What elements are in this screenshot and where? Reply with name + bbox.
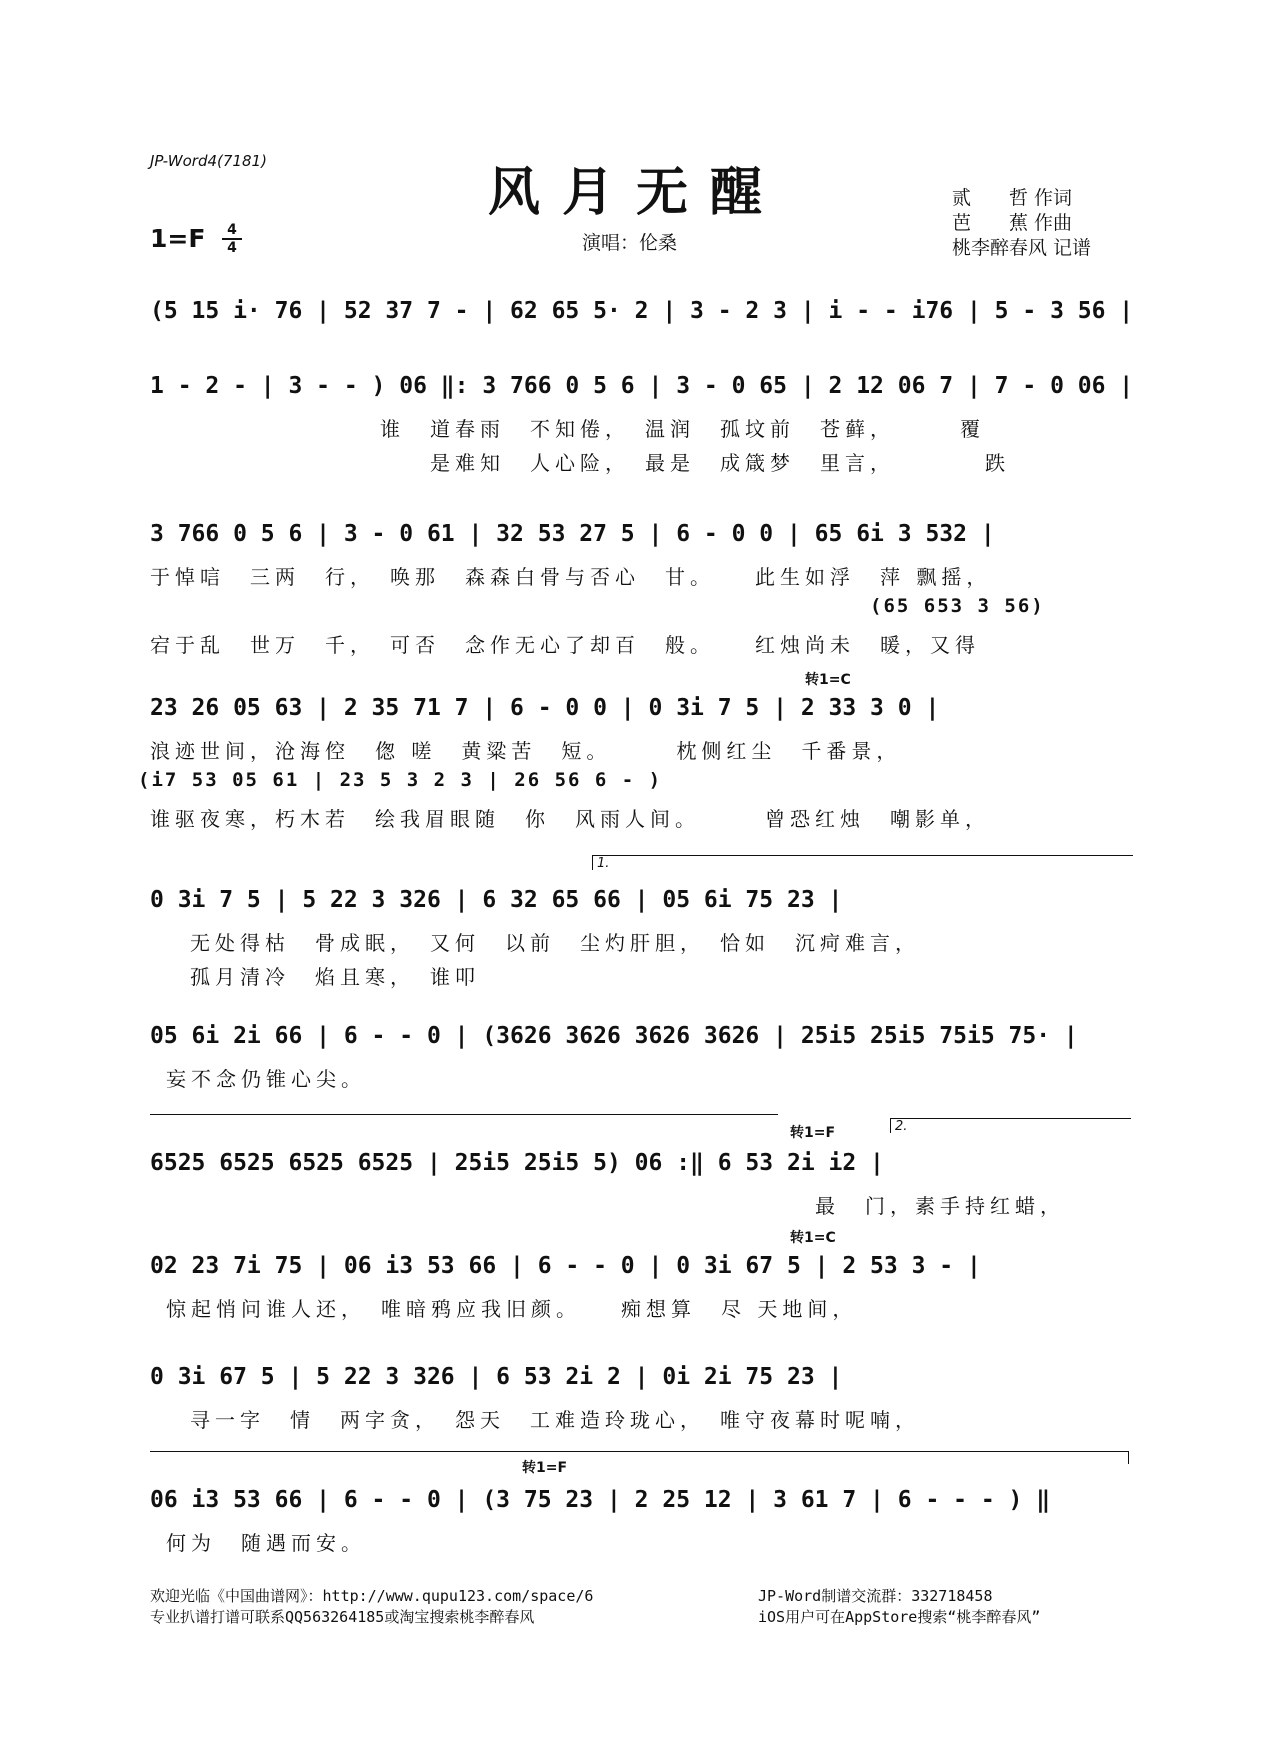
lyric-verse-1: 寻一字 情 两字贪， 怨天 工难造玲珑心， 唯守夜幕时呢喃， <box>190 1408 920 1432</box>
key-signature: 1=F <box>150 224 206 253</box>
footer-site-link[interactable]: 欢迎光临《中国曲谱网》：http://www.qupu123.com/space/6 <box>150 1587 594 1605</box>
footer-group: JP-Word制谱交流群：332718458 <box>758 1587 993 1605</box>
lyric-verse-2: 谁驱夜寒，朽木若 绘我眉眼随 你 风雨人间。 曾恐红烛 嘲影单， <box>150 807 990 831</box>
credits-block <box>952 186 1091 261</box>
alt-notation-line: (i7 53 05 61 | 23 5 3 2 3 | 26 56 6 - ) <box>138 769 663 791</box>
score-system-2 <box>150 373 1134 475</box>
score-system-6 <box>150 1023 1130 1089</box>
time-sig-top: 4 <box>227 222 237 238</box>
time-sig-bottom: 4 <box>222 238 242 256</box>
notation-line: 0 3i 7 5 | 5 22 3 326 | 6 32 65 66 | 05 6i 75 23 | <box>150 887 843 913</box>
notation-line: 02 23 7i 75 | 06 i3 53 66 | 6 - - 0 | 0 3i 67 5 | 2 53 3 - | <box>150 1253 981 1279</box>
modulation-marker: 转1=C <box>805 672 851 688</box>
song-title: 风月无醒 <box>487 162 784 223</box>
footer-contact: 专业扒谱打谱可联系QQ563264185或淘宝搜索桃李醉春风 <box>150 1608 535 1626</box>
notation-line: 0 3i 67 5 | 5 22 3 326 | 6 53 2i 2 | 0i 2i 75 23 | <box>150 1364 843 1390</box>
footer-left <box>150 1586 593 1628</box>
first-ending-bracket: 1. <box>592 855 1133 870</box>
lyric-verse-1: 谁 道春雨 不知倦， 温润 孤坟前 苍藓， 覆 <box>380 417 985 441</box>
lyric-verse-2: 孤月清冷 焰且寒， 谁叩 <box>190 965 480 989</box>
score-system-9 <box>150 1364 1130 1430</box>
modulation-marker: 转1=C <box>790 1230 836 1246</box>
singer-credit: 演唱：伦桑 <box>582 232 678 254</box>
notation-line: 1 - 2 - | 3 - - ) 06 ‖: 3 766 0 5 6 | 3 - 0 65 | 2 12 06 7 | 7 - 0 06 | <box>150 373 1134 399</box>
score-system-7 <box>150 1119 1130 1218</box>
score-system-8 <box>150 1230 1130 1321</box>
lyric-verse-2: 是难知 人心险， 最是 成箴梦 里言， 跌 <box>430 451 1010 475</box>
second-ending-continuation <box>150 1451 1129 1464</box>
modulation-marker: 转1=F <box>522 1460 568 1476</box>
score-system-3 <box>150 521 1130 655</box>
lyric-verse-1: 无处得枯 骨成眠， 又何 以前 尘灼肝胆， 恰如 沉疴难言， <box>190 931 920 955</box>
notation-line: 06 i3 53 66 | 6 - - 0 | (3 75 23 | 2 25 12 | 3 61 7 | 6 - - - ) ‖ <box>150 1487 1051 1513</box>
lyric-verse-1: 何为 随遇而安。 <box>166 1531 366 1555</box>
lyric-verse-2: 宕于乱 世万 千， 可否 念作无心了却百 般。 红烛尚未 暖，又得 <box>150 633 980 657</box>
composer-credit: 芭 蕉 作曲 <box>952 212 1073 234</box>
lyric-verse-1: 惊起悄问谁人还， 唯暗鸦应我旧颜。 痴想算 尽 天地间， <box>166 1297 858 1321</box>
score-system-1 <box>150 298 1134 330</box>
score-system-4 <box>138 672 1130 831</box>
notation-line: (5 15 i· 76 | 52 37 7 - | 62 65 5· 2 | 3 - 2 3 | i - - i76 | 5 - 3 56 | <box>150 298 1134 324</box>
source-tag: JP-Word4(7181) <box>150 152 267 170</box>
modulation-marker: 转1=F <box>790 1125 836 1141</box>
alt-notation-line: (65 653 3 56) <box>870 595 1045 617</box>
notation-line: 23 26 05 63 | 2 35 71 7 | 6 - 0 0 | 0 3i 7 5 | 2 33 3 0 | <box>150 695 940 721</box>
score-system-5 <box>150 856 1130 989</box>
lyricist-credit: 贰 哲 作词 <box>952 187 1073 209</box>
second-ending-bracket: 2. <box>890 1118 1131 1133</box>
lyric-verse-1: 妄不念仍锥心尖。 <box>166 1067 366 1091</box>
notation-line: 6525 6525 6525 6525 | 25i5 25i5 5) 06 :‖ 6 53 2i i2 | <box>150 1150 884 1176</box>
time-signature <box>222 222 242 256</box>
transcriber-credit: 桃李醉春风 记谱 <box>952 237 1092 259</box>
footer-appstore: iOS用户可在AppStore搜索“桃李醉春风” <box>758 1608 1041 1626</box>
lyric-verse-1: 浪迹世间，沧海倥 偬 嗟 黄粱苦 短。 枕侧红尘 千番景， <box>150 739 902 763</box>
notation-line: 05 6i 2i 66 | 6 - - 0 | (3626 3626 3626 3626 | 25i5 25i5 75i5 75· | <box>150 1023 1078 1049</box>
lyric-verse-1: 于悼唁 三两 行， 唤那 森森白骨与否心 甘。 此生如浮 萍 飘摇， <box>150 565 992 589</box>
lyric-verse-1: 最 门，素手持红蜡， <box>815 1194 1065 1218</box>
first-ending-continuation <box>150 1114 778 1115</box>
footer-right <box>758 1586 1040 1628</box>
score-system-10 <box>150 1460 1130 1555</box>
notation-line: 3 766 0 5 6 | 3 - 0 61 | 32 53 27 5 | 6 - 0 0 | 65 6i 3 532 | <box>150 521 995 547</box>
